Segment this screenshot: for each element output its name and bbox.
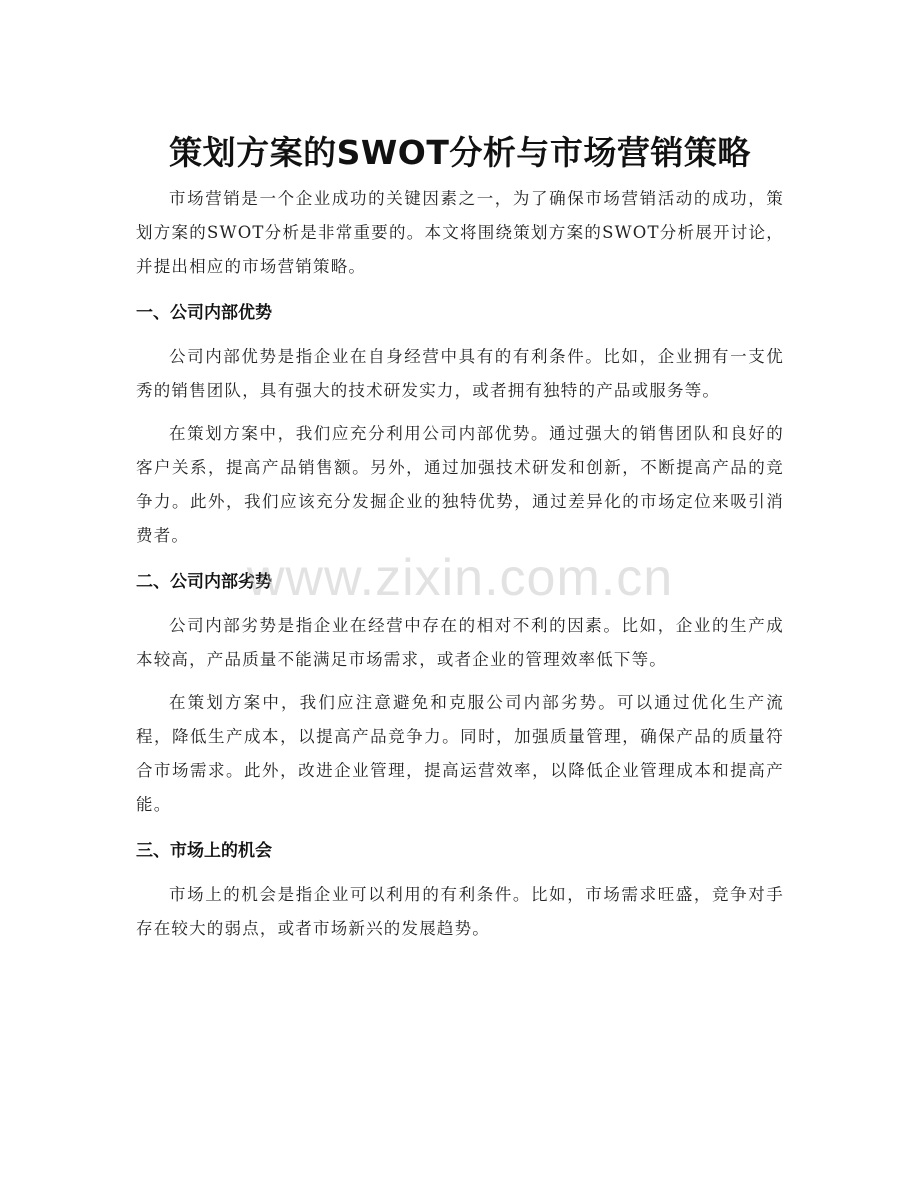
section-heading: 二、公司内部劣势 [136, 572, 272, 592]
watermark: www.zixin.com.cn [246, 549, 674, 607]
section-strengths [136, 298, 784, 553]
section-opportunities [136, 836, 784, 946]
document-title: 策划方案的SWOT分析与市场营销策略 [169, 133, 751, 173]
document-body [136, 182, 784, 946]
section-heading: 一、公司内部优势 [136, 303, 272, 323]
section-paragraph: 公司内部劣势是指企业在经营中存在的相对不利的因素。比如，企业的生产成本较高，产品质量不能满足市场需求，或者企业的管理效率低下等。 [136, 616, 784, 669]
section-paragraph: 在策划方案中，我们应注意避免和克服公司内部劣势。可以通过优化生产流程，降低生产成本，以提高产品竞争力。同时，加强质量管理，确保产品的质量符合市场需求。此外，改进企业管理，提高运营效率，以降低企业管理成本和提高产能。 [136, 693, 784, 814]
section-paragraph: 公司内部优势是指企业在自身经营中具有的有利条件。比如，企业拥有一支优秀的销售团队，具有强大的技术研发实力，或者拥有独特的产品或服务等。 [136, 347, 784, 400]
section-weaknesses [136, 567, 784, 822]
section-paragraph: 市场上的机会是指企业可以利用的有利条件。比如，市场需求旺盛，竞争对手存在较大的弱点，或者市场新兴的发展趋势。 [136, 885, 784, 938]
section-heading: 三、市场上的机会 [136, 841, 272, 861]
section-paragraph: 在策划方案中，我们应充分利用公司内部优势。通过强大的销售团队和良好的客户关系，提高产品销售额。另外，通过加强技术研发和创新，不断提高产品的竞争力。此外，我们应该充分发掘企业的独特优势，通过差异化的市场定位来吸引消费者。 [136, 424, 784, 545]
intro-paragraph: 市场营销是一个企业成功的关键因素之一，为了确保市场营销活动的成功，策划方案的SWOT分析是非常重要的。本文将围绕策划方案的SWOT分析展开讨论，并提出相应的市场营销策略。 [136, 189, 784, 276]
